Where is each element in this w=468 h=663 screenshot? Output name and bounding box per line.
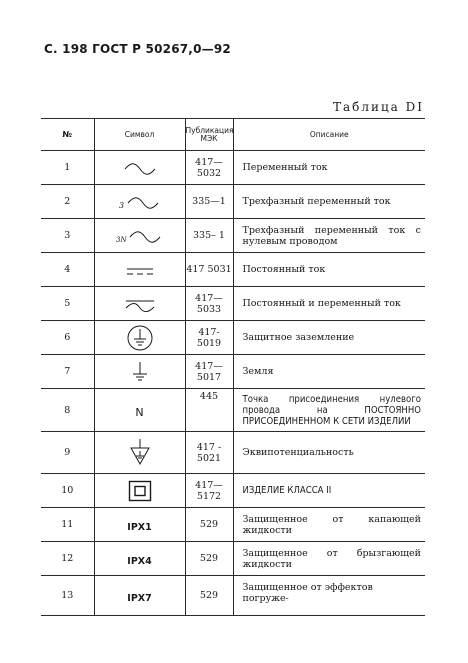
publication-cell: 335– 1	[185, 219, 233, 253]
publication-cell: 417—5033	[185, 287, 233, 321]
ac-dc-icon	[124, 298, 156, 312]
row-number: 8	[41, 389, 94, 432]
symbol-cell	[94, 508, 185, 542]
three-phase-ac-icon	[117, 196, 163, 210]
description-cell: Защитное заземление	[233, 321, 425, 355]
row-number: 6	[41, 321, 94, 355]
description-cell: Точка присоединения нулевого провода на ПОСТОЯННО ПРИСОЕДИНЕННОМ К СЕТИ ИЗДЕЛИИ	[233, 389, 425, 432]
header-number: №	[41, 119, 94, 151]
publication-cell: 417 5031	[185, 253, 233, 287]
symbol-cell	[94, 219, 185, 253]
equipotentiality-icon	[128, 438, 152, 468]
symbol-cell	[94, 474, 185, 508]
description-cell: Трехфазный переменный ток	[233, 185, 425, 219]
table-title: Таблица DI	[332, 100, 424, 114]
description-cell: Защищенное от брызгающей жидкости	[233, 542, 425, 576]
page-header: С. 198 ГОСТ Р 50267,0—92	[44, 42, 231, 56]
ipx4-symbol: IPX4	[127, 556, 152, 567]
table-row	[41, 321, 425, 355]
row-number: 5	[41, 287, 94, 321]
publication-cell: 417—5172	[185, 474, 233, 508]
table-row	[41, 432, 425, 474]
table-row	[41, 151, 425, 185]
table-row	[41, 474, 425, 508]
publication-cell: 335—1	[185, 185, 233, 219]
publication-cell: 417—5032	[185, 151, 233, 185]
publication-cell: 529	[185, 576, 233, 616]
table-row	[41, 576, 425, 616]
symbol-cell	[94, 542, 185, 576]
symbol-cell	[94, 432, 185, 474]
protective-earth-icon	[126, 324, 154, 352]
row-number: 13	[41, 576, 94, 616]
description-cell: Земля	[233, 355, 425, 389]
description-cell: ИЗДЕЛИЕ КЛАССА II	[233, 474, 425, 508]
symbol-cell	[94, 389, 185, 432]
neutral-point-icon: N	[135, 405, 144, 419]
symbol-cell	[94, 287, 185, 321]
header-publication: Публикация МЭК	[185, 119, 233, 151]
description-cell: Постоянный ток	[233, 253, 425, 287]
symbol-label: 3	[118, 200, 124, 210]
publication-cell: 417—5017	[185, 355, 233, 389]
row-number: 7	[41, 355, 94, 389]
publication-cell: 529	[185, 542, 233, 576]
symbol-cell	[94, 253, 185, 287]
symbols-table	[41, 118, 425, 616]
row-number: 11	[41, 508, 94, 542]
row-number: 1	[41, 151, 94, 185]
description-cell: Постоянный и переменный ток	[233, 287, 425, 321]
publication-cell: 417 - 5021	[185, 432, 233, 474]
table-row	[41, 508, 425, 542]
row-number: 3	[41, 219, 94, 253]
header-description: Описание	[233, 119, 425, 151]
row-number: 4	[41, 253, 94, 287]
symbol-label: 3N	[115, 235, 127, 244]
table-header-row	[41, 119, 425, 151]
row-number: 2	[41, 185, 94, 219]
table-row	[41, 542, 425, 576]
class-ii-icon	[128, 480, 152, 502]
publication-cell: 445	[185, 389, 233, 432]
symbol-cell	[94, 151, 185, 185]
description-cell: Защищенное от эффектов погруже-	[233, 576, 425, 616]
table-row	[41, 219, 425, 253]
table-row	[41, 287, 425, 321]
ipx7-symbol: IPX7	[127, 593, 152, 604]
publication-cell: 417- 5019	[185, 321, 233, 355]
alternating-current-icon	[123, 163, 157, 175]
table-row	[41, 355, 425, 389]
three-phase-ac-neutral-icon	[115, 230, 165, 244]
publication-cell: 529	[185, 508, 233, 542]
earth-icon	[130, 360, 150, 384]
symbol-cell	[94, 185, 185, 219]
table-row	[41, 389, 425, 432]
description-cell: Защищенное от капающей жидкости	[233, 508, 425, 542]
ipx1-symbol: IPX1	[127, 522, 152, 533]
description-cell: Трехфазный переменный ток с нулевым проводом	[233, 219, 425, 253]
row-number: 12	[41, 542, 94, 576]
symbol-cell	[94, 576, 185, 616]
symbol-cell	[94, 321, 185, 355]
row-number: 9	[41, 432, 94, 474]
table-row	[41, 253, 425, 287]
description-cell: Переменный ток	[233, 151, 425, 185]
direct-current-icon	[125, 265, 155, 277]
table-row	[41, 185, 425, 219]
symbol-cell	[94, 355, 185, 389]
row-number: 10	[41, 474, 94, 508]
description-cell: Эквипотенциальность	[233, 432, 425, 474]
header-symbol: Символ	[94, 119, 185, 151]
